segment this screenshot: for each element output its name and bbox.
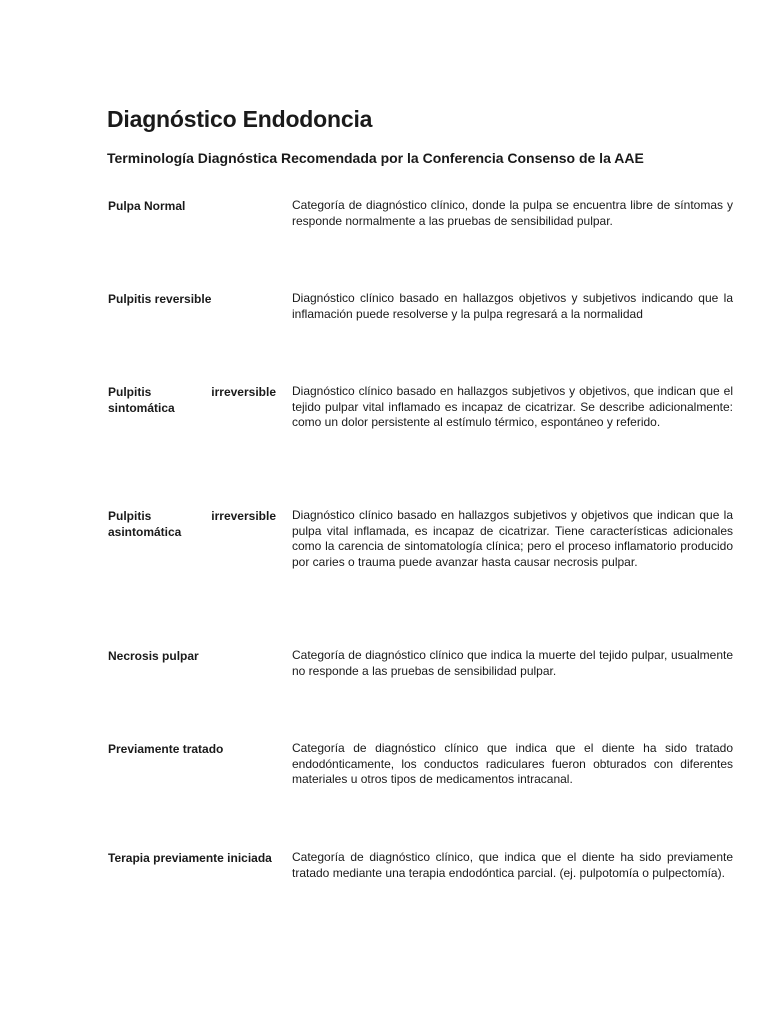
term-definition: Diagnóstico clínico basado en hallazgos objetivos y subjetivos indicando que la inflamación puede resolverse y la pulpa regresará a la normalidad: [292, 291, 733, 321]
term-label: Pulpitis irreversible sintomática: [108, 385, 276, 415]
term-label: Pulpitis irreversible asintomática: [108, 509, 276, 539]
term-label: Pulpa Normal: [108, 199, 186, 213]
term-definition: Categoría de diagnóstico clínico que indica la muerte del tejido pulpar, usualmente no responde a las pruebas de sensibilidad pulpar.: [292, 648, 733, 678]
term-definition: Diagnóstico clínico basado en hallazgos subjetivos y objetivos, que indican que el tejido pulpar vital inflamado es incapaz de cicatrizar. Se describe adicionalmente: como un dolor persistente al estímulo térmico, espontáneo y referido.: [292, 384, 733, 429]
page-subtitle: Terminología Diagnóstica Recomendada por la Conferencia Consenso de la AAE: [107, 150, 644, 166]
term-label: Pulpitis reversible: [108, 292, 212, 306]
term-definition: Categoría de diagnóstico clínico que indica que el diente ha sido tratado endodónticamente, los conductos radiculares fueron obturados con diferentes materiales u otros tipos de medicamentos intracanal.: [292, 741, 733, 786]
term-label: Terapia previamente iniciada: [108, 851, 272, 865]
term-definition: Diagnóstico clínico basado en hallazgos subjetivos y objetivos que indican que la pulpa vital inflamada, es incapaz de cicatrizar. Tiene características adicionales como la carencia de sintomatología clínica; pero el proceso inflamatorio producido por caries o trauma puede avanzar hasta causar necrosis pulpar.: [292, 508, 733, 569]
term-definition: Categoría de diagnóstico clínico, que indica que el diente ha sido previamente tratado mediante una terapia endodóntica parcial. (ej. pulpotomía o pulpectomía).: [292, 850, 733, 880]
term-label: Necrosis pulpar: [108, 649, 199, 663]
term-definition: Categoría de diagnóstico clínico, donde la pulpa se encuentra libre de síntomas y responde normalmente a las pruebas de sensibilidad pulpar.: [292, 198, 733, 228]
term-label: Previamente tratado: [108, 742, 224, 756]
page-title: Diagnóstico Endodoncia: [107, 106, 373, 132]
